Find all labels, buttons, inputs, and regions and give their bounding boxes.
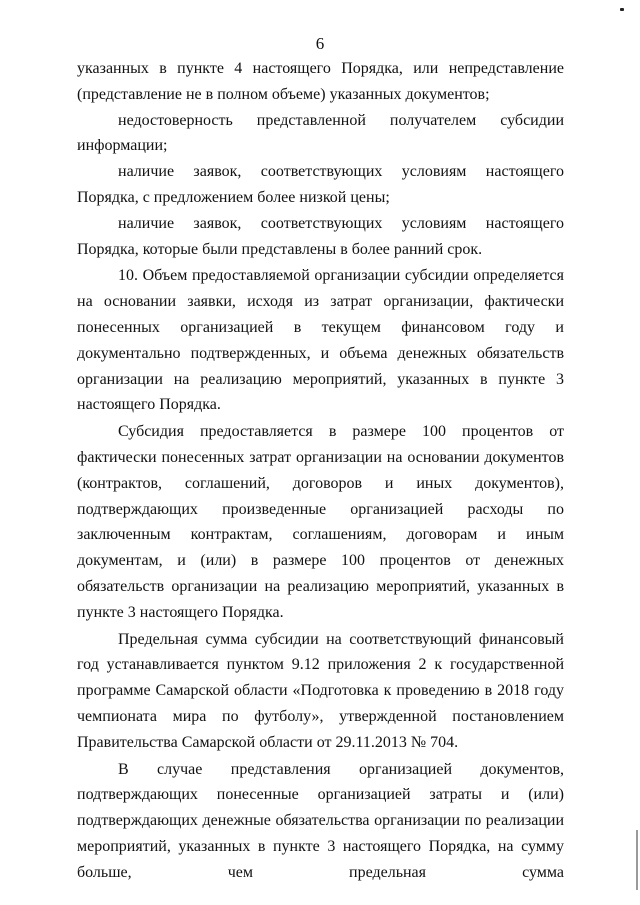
document-body (77, 56, 564, 886)
page-number: 6 (315, 34, 325, 53)
paragraph-inaccuracy: недостоверность представленной получателем субсидии информации; (77, 111, 564, 155)
paragraph-limit-amount: Предельная сумма субсидии на соответствующий финансовый год устанавливается пунктом 9.12 приложения 2 к государственной программе Самарской области «Подготовка к проведению в 2018 году чемпионата мира по футболу», утвержденной постановлением Правительства Самарской области от 29.11.2013 № 704. (77, 630, 564, 751)
paragraph-continuation: указанных в пункте 4 настоящего Порядка, или непредставление (представление не в полном объеме) указанных документов; (77, 60, 564, 103)
paragraph-excess-case: В случае представления организацией документов, подтверждающих понесенные организацией затраты и (или) подтверждающих денежные обязательства организации по реализации мероприятий, указанных в пункте 3 настоящего Порядка, на сумму больше, чем предельная сумма (77, 760, 564, 881)
scan-edge-shadow (636, 830, 638, 890)
paragraph-earlier-date: наличие заявок, соответствующих условиям настоящего Порядка, которые были представлены в более ранний срок. (77, 214, 564, 258)
scan-speck (620, 8, 624, 11)
paragraph-subsidy-amount: Субсидия предоставляется в размере 100 процентов от фактически понесенных затрат организации на основании документов (контрактов, соглашений, договоров и иных документов), подтверждающих произведенные организацией расходы по заключенным контрактам, соглашениям, договорам и иным документам, и (или) в размере 100 процентов от денежных обязательств организации на реализацию мероприятий, указанных в пункте 3 настоящего Порядка. (77, 423, 564, 621)
paragraph-clause-10: 10. Объем предоставляемой организации субсидии определяется на основании заявки, исходя из затрат организации, фактически понесенных организацией в текущем финансовом году и документально подтвержденных, и объема денежных обязательств организации на реализацию мероприятий, указанных в пункте 3 настоящего Порядка. (77, 267, 564, 414)
paragraph-lower-price: наличие заявок, соответствующих условиям настоящего Порядка, с предложением более низкой цены; (77, 163, 564, 206)
